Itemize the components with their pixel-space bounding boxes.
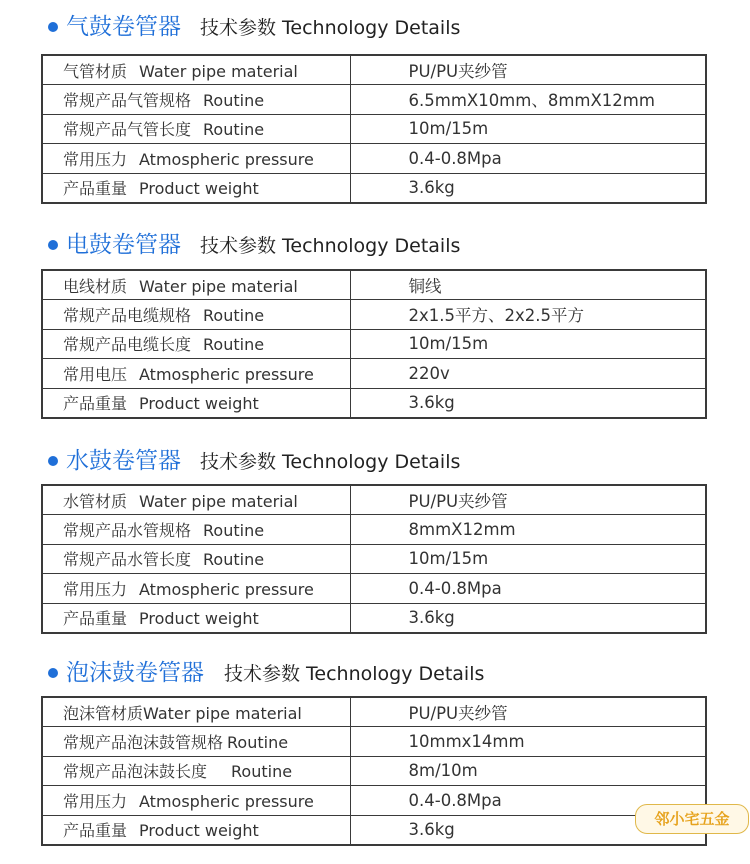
section-title: 泡沫鼓卷管器 — [66, 660, 204, 686]
row-value: 3.6kg — [350, 173, 706, 203]
table-row — [42, 544, 706, 574]
table-row — [42, 270, 706, 300]
row-label: 常规产品水管长度 Routine — [42, 544, 350, 574]
row-label: 水管材质 Water pipe material — [42, 485, 350, 515]
row-value: 8m/10m — [350, 756, 706, 786]
row-label: 泡沫管材质Water pipe material — [42, 697, 350, 727]
bullet-icon — [48, 456, 58, 466]
table-row — [42, 329, 706, 359]
watermark-logo: 邻小宅五金 — [635, 804, 749, 834]
table-row — [42, 144, 706, 174]
table-row — [42, 697, 706, 727]
row-value: 10mmx14mm — [350, 727, 706, 757]
section-subtitle: 技术参数 Technology Details — [224, 663, 485, 685]
row-value: 220v — [350, 359, 706, 389]
row-value: 0.4-0.8Mpa — [350, 144, 706, 174]
row-value: PU/PU夹纱管 — [350, 697, 706, 727]
spec-table — [41, 269, 707, 419]
row-label: 常规产品气管长度 Routine — [42, 114, 350, 144]
row-value: 0.4-0.8Mpa — [350, 574, 706, 604]
table-row — [42, 603, 706, 633]
bullet-icon — [48, 22, 58, 32]
row-label: 气管材质 Water pipe material — [42, 55, 350, 85]
row-value: 3.6kg — [350, 388, 706, 418]
table-row — [42, 786, 706, 816]
row-label: 常规产品水管规格 Routine — [42, 515, 350, 545]
table-row — [42, 55, 706, 85]
table-row — [42, 173, 706, 203]
table-row — [42, 300, 706, 330]
row-label: 常用压力 Atmospheric pressure — [42, 786, 350, 816]
table-row — [42, 756, 706, 786]
row-value: 2x1.5平方、2x2.5平方 — [350, 300, 706, 330]
spec-table — [41, 484, 707, 634]
row-value: 10m/15m — [350, 114, 706, 144]
section-title: 气鼓卷管器 — [66, 14, 181, 40]
row-label: 常规产品泡沫鼓管规格 Routine — [42, 727, 350, 757]
section-subtitle: 技术参数 Technology Details — [200, 451, 461, 473]
row-label: 产品重量 Product weight — [42, 388, 350, 418]
row-label: 产品重量 Product weight — [42, 603, 350, 633]
bullet-icon — [48, 668, 58, 678]
section-title: 电鼓卷管器 — [66, 232, 181, 258]
table-row — [42, 85, 706, 115]
table-row — [42, 114, 706, 144]
row-value: 8mmX12mm — [350, 515, 706, 545]
table-row — [42, 574, 706, 604]
row-label: 常规产品电缆规格 Routine — [42, 300, 350, 330]
row-label: 常规产品泡沫鼓长度 Routine — [42, 756, 350, 786]
row-value: 0.4-0.8Mpa — [350, 786, 706, 816]
section-subtitle: 技术参数 Technology Details — [200, 235, 461, 257]
bullet-icon — [48, 240, 58, 250]
section-subtitle: 技术参数 Technology Details — [200, 17, 461, 39]
table-row — [42, 515, 706, 545]
row-value: PU/PU夹纱管 — [350, 485, 706, 515]
table-row — [42, 485, 706, 515]
row-label: 电线材质 Water pipe material — [42, 270, 350, 300]
table-row — [42, 359, 706, 389]
row-value: 10m/15m — [350, 329, 706, 359]
spec-table — [41, 54, 707, 204]
row-value: 6.5mmX10mm、8mmX12mm — [350, 85, 706, 115]
row-label: 常用压力 Atmospheric pressure — [42, 574, 350, 604]
table-row — [42, 388, 706, 418]
spec-table — [41, 696, 707, 846]
row-label: 常用压力 Atmospheric pressure — [42, 144, 350, 174]
row-value: PU/PU夹纱管 — [350, 55, 706, 85]
row-label: 产品重量 Product weight — [42, 815, 350, 845]
table-row — [42, 815, 706, 845]
row-value: 铜线 — [350, 270, 706, 300]
table-row — [42, 727, 706, 757]
row-label: 常规产品电缆长度 Routine — [42, 329, 350, 359]
row-value: 10m/15m — [350, 544, 706, 574]
row-label: 常用电压 Atmospheric pressure — [42, 359, 350, 389]
row-value: 3.6kg — [350, 815, 706, 845]
row-label: 产品重量 Product weight — [42, 173, 350, 203]
row-value: 3.6kg — [350, 603, 706, 633]
row-label: 常规产品气管规格 Routine — [42, 85, 350, 115]
section-title: 水鼓卷管器 — [66, 448, 181, 474]
